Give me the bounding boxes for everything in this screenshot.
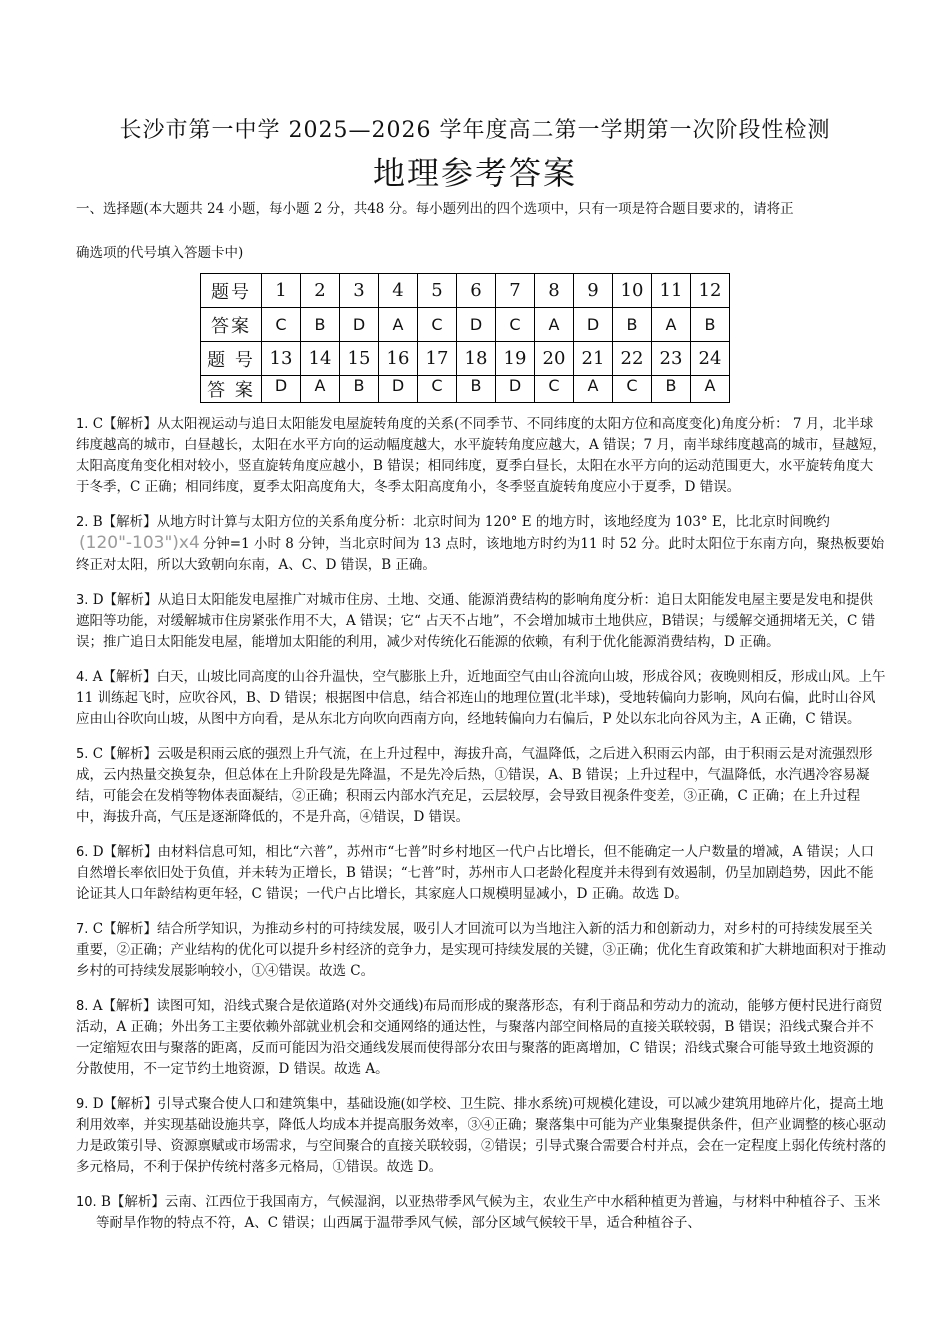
- table-cell: 11: [652, 274, 691, 308]
- formula-overlay: (120"-103")x4: [79, 533, 200, 553]
- table-cell: B: [652, 376, 691, 403]
- table-cell: A: [301, 376, 340, 403]
- table-cell: D: [340, 308, 379, 342]
- item-number: 10.: [76, 1195, 97, 1210]
- item-text: D【解析】由材料信息可知，相比“六普”，苏州市“七普”时乡村地区一代户占比增长，但不能确定一人户数量的增减，A 错误；人口自然增长率依旧处于负值，并未转为正增长，B 错误；“七普”时，苏州市人口老龄化程度并未得到有效遏制，仍呈加剧趋势，因此不能论证其人口年龄结构更年轻，C 错误；一代户占比增长，其家庭人口规模明显减小，D 正确。故选 D。: [76, 844, 875, 902]
- item-text: 分钟=1 小时 8 分钟，当北京时间为 13 点时，该地地方时约为11 时 52 分。此时太阳位于东南方向，聚热板要始终正对太阳，所以大致朝向东南，A、C、D 错误，B 正确。: [76, 536, 885, 573]
- intro-line-1: 一、选择题(本大题共 24 小题，每小题 2 分，共48 分。每小题列出的四个选项中，只有一项是符合题目要求的，请将正: [76, 201, 794, 217]
- table-cell: B: [691, 308, 730, 342]
- row-header: 题号: [201, 274, 262, 308]
- item-text: A【解析】读图可知，沿线式聚合是依道路(对外交通线)布局而形成的聚落形态，有利于商品和劳动力的流动，能够方便村民进行商贸活动，A 正确；外出务工主要依赖外部就业机会和交通网络的通达性，与聚落内部空间格局的直接关联较弱，B 错误；沿线式聚合并不一定缩短农田与聚落的距离，反而可能因为沿交通线发展而使得部分农田与聚落的距离增加，C 错误；沿线式聚合可能导致土地资源的分散使用，不一定节约土地资源，D 错误。故选 A。: [76, 998, 883, 1077]
- list-item: [76, 414, 886, 498]
- item-number: 7.: [76, 922, 89, 937]
- table-cell: C: [535, 376, 574, 403]
- page-title: 地理参考答案: [372, 154, 577, 192]
- table-cell: 16: [379, 342, 418, 376]
- table-cell: C: [418, 308, 457, 342]
- table-row: [201, 308, 730, 342]
- table-cell: B: [613, 308, 652, 342]
- table-cell: A: [652, 308, 691, 342]
- item-text: B【解析】云南、江西位于我国南方，气候湿润，以亚热带季风气候为主，农业生产中水稻种植更为普遍，与材料中种植谷子、玉米等耐旱作物的特点不符，A、C 错误；山西属于温带季风气候，部分区域气候较干旱，适合种植谷子、: [96, 1194, 881, 1231]
- table-cell: A: [535, 308, 574, 342]
- item-text: C【解析】从太阳视运动与追日太阳能发电屋旋转角度的关系(不同季节、不同纬度的太阳方位和高度变化)角度分析： 7 月，北半球纬度越高的城市，白昼越长，太阳在水平方向的运动幅度越大，水平旋转角度应越大，A 错误；7 月，南半球纬度越高的城市，昼越短，太阳高度角变化相对较小，竖直旋转角度应越小，B 错误；相同纬度，夏季白昼长，太阳在水平方向的运动范围更大，水平旋转角度大于冬季，C 正确；相同纬度，夏季太阳高度角大，冬季太阳高度角小，冬季竖直旋转角度应小于夏季，D 错误。: [76, 416, 886, 495]
- table-cell: 20: [535, 342, 574, 376]
- list-item: [76, 996, 886, 1080]
- list-item: [76, 842, 886, 905]
- table-cell: 3: [340, 274, 379, 308]
- table-cell: 19: [496, 342, 535, 376]
- list-item: [76, 744, 886, 828]
- table-cell: 17: [418, 342, 457, 376]
- item-number: 8.: [76, 999, 89, 1014]
- table-cell: C: [262, 308, 301, 342]
- table-cell: 23: [652, 342, 691, 376]
- item-number: 1.: [76, 417, 89, 432]
- table-cell: 4: [379, 274, 418, 308]
- table-cell: D: [379, 376, 418, 403]
- explanations: [76, 414, 886, 1248]
- list-item: [76, 919, 886, 982]
- item-text: D【解析】从追日太阳能发电屋推广对城市住房、土地、交通、能源消费结构的影响角度分析：追日太阳能发电屋主要是发电和提供遮阳等功能，对缓解城市住房紧张作用不大，A 错误；它“ 占天不占地”，不会增加城市土地供应，B错误；与缓解交通拥堵无关，C 错误；推广追日太阳能发电屋，能增加太阳能的利用，减少对传统化石能源的依赖，有利于优化能源消费结构，D 正确。: [76, 592, 876, 650]
- table-cell: A: [691, 376, 730, 403]
- table-cell: D: [262, 376, 301, 403]
- intro-line-2: 确选项的代号填入答题卡中): [76, 245, 244, 261]
- table-cell: B: [457, 376, 496, 403]
- table-cell: 14: [301, 342, 340, 376]
- table-cell: 1: [262, 274, 301, 308]
- table-cell: 2: [301, 274, 340, 308]
- row-header: 答案: [201, 308, 262, 342]
- table-cell: A: [574, 376, 613, 403]
- list-item: [76, 590, 886, 653]
- table-cell: B: [301, 308, 340, 342]
- item-text: D【解析】引导式聚合使人口和建筑集中，基础设施(如学校、卫生院、排水系统)可规模化建设，可以减少建筑用地碎片化，提高土地利用效率，并实现基础设施共享，降低人均成本并提高服务效率，③④正确；聚落集中可能为产业集聚提供条件，但产业调整的核心驱动力是政策引导、资源禀赋或市场需求，与空间聚合的直接关联较弱，②错误；引导式聚合需要合村并点，会在一定程度上弱化传统村落的多元格局，不利于保护传统村落多元格局，①错误。故选 D。: [76, 1096, 886, 1175]
- table-cell: D: [496, 376, 535, 403]
- list-item: [76, 1094, 886, 1178]
- table-cell: 6: [457, 274, 496, 308]
- table-cell: 18: [457, 342, 496, 376]
- item-number: 3.: [76, 593, 89, 608]
- table-cell: C: [496, 308, 535, 342]
- row-header: 答 案: [201, 376, 262, 403]
- table-cell: 21: [574, 342, 613, 376]
- list-item: [76, 512, 886, 576]
- table-cell: 7: [496, 274, 535, 308]
- item-number: 6.: [76, 845, 89, 860]
- table-cell: D: [574, 308, 613, 342]
- answer-table: [200, 273, 730, 403]
- table-row: [201, 376, 730, 403]
- item-number: 5.: [76, 747, 89, 762]
- row-header: 题 号: [201, 342, 262, 376]
- item-text: A【解析】白天，山坡比同高度的山谷升温快，空气膨胀上升，近地面空气由山谷流向山坡，形成谷风；夜晚则相反，形成山风。上午 11 训练起飞时，应吹谷风，B、D 错误；根据图中信息，结合祁连山的地理位置(北半球)，受地转偏向力影响，风向右偏，此时山谷风应由山谷吹向山坡，从图中方向看，是从东北方向吹向西南方向，经地转偏向力右偏后，P 处以东北向谷风为主，A 正确，C 错误。: [76, 669, 886, 727]
- table-cell: 24: [691, 342, 730, 376]
- table-cell: 10: [613, 274, 652, 308]
- item-text: C【解析】结合所学知识，为推动乡村的可持续发展，吸引人才回流可以为当地注入新的活力和创新动力，对乡村的可持续发展至关重要，②正确；产业结构的优化可以提升乡村经济的竞争力，是实现可持续发展的关键，③正确；优化生育政策和扩大耕地面积对于推动乡村的可持续发展影响较小，①④错误。故选 C。: [76, 921, 886, 979]
- table-row: [201, 342, 730, 376]
- item-number: 2.: [76, 515, 89, 530]
- table-cell: D: [457, 308, 496, 342]
- table-cell: B: [340, 376, 379, 403]
- section-intro: [76, 198, 882, 264]
- table-cell: 22: [613, 342, 652, 376]
- item-number: 9.: [76, 1097, 89, 1112]
- table-cell: 8: [535, 274, 574, 308]
- exam-title: 长沙市第一中学 2025—2026 学年度高二第一学期第一次阶段性检测: [119, 118, 831, 143]
- table-cell: C: [418, 376, 457, 403]
- item-number: 4.: [76, 670, 89, 685]
- item-text: C【解析】云吸是积雨云底的强烈上升气流，在上升过程中，海拔升高，气温降低，之后进入积雨云内部，由于积雨云是对流强烈形成，云内热量交换复杂，但总体在上升阶段是先降温，不是先冷后热，①错误，A、B 错误；上升过程中，气温降低，水汽遇冷容易凝结，可能会在发梢等物体表面凝结，②正确；积雨云内部水汽充足，云层较厚，会导致目视条件变差，③正确，C 正确；在上升过程中，海拔升高，气压是逐渐降低的，不是升高，④错误，D 错误。: [76, 746, 873, 825]
- table-cell: 13: [262, 342, 301, 376]
- table-cell: 12: [691, 274, 730, 308]
- table-cell: 5: [418, 274, 457, 308]
- table-cell: 9: [574, 274, 613, 308]
- list-item: [76, 1192, 886, 1234]
- table-row: [201, 274, 730, 308]
- table-cell: 15: [340, 342, 379, 376]
- table-cell: A: [379, 308, 418, 342]
- table-cell: C: [613, 376, 652, 403]
- list-item: [76, 667, 886, 730]
- item-text: B【解析】从地方时计算与太阳方位的关系角度分析：北京时间为 120° E 的地方时，该地经度为 103° E，比北京时间晚约: [92, 514, 830, 530]
